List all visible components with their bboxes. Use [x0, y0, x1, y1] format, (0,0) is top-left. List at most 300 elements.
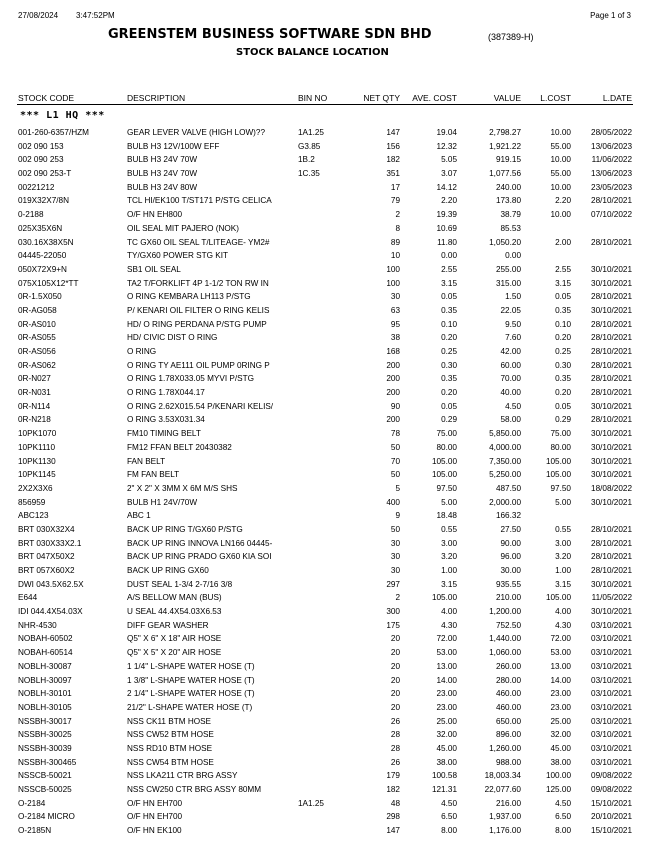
- cell-description: P/ KENARI OIL FILTER O RING KELIS: [127, 305, 270, 315]
- table-row: [0, 279, 646, 293]
- table-row: [0, 703, 646, 717]
- cell-description: GEAR LEVER VALVE (HIGH LOW)??: [127, 128, 266, 137]
- table-row: [0, 210, 646, 224]
- cell-last-cost: 100.00: [545, 771, 571, 781]
- table-row: [0, 771, 646, 785]
- cell-description: Q5" X 6" X 18" AIR HOSE: [127, 634, 222, 644]
- cell-description: O RING TY AE111 OIL PUMP 0RING P: [127, 360, 270, 370]
- cell-description: BACK UP RING INNOVA LN166 04445-: [127, 538, 273, 548]
- cell-stock-code: NOBLH-30097: [18, 675, 72, 685]
- cell-last-date: 07/10/2022: [591, 210, 632, 220]
- cell-description: O RING: [127, 347, 157, 356]
- cell-description: FAN BELT: [127, 456, 166, 466]
- cell-last-date: 03/10/2021: [591, 743, 632, 753]
- cell-bin-no: 1B.2: [298, 155, 315, 165]
- table-row: [0, 826, 646, 840]
- cell-stock-code: 075X105X12*TT: [18, 278, 79, 288]
- cell-last-cost: 14.00: [550, 675, 571, 685]
- page-number: Page 1 of 3: [590, 11, 631, 20]
- col-header-last-date: L.DATE: [602, 93, 632, 103]
- cell-last-date: 28/10/2021: [591, 333, 632, 343]
- cell-last-cost: 2.00: [555, 237, 571, 247]
- cell-net-qty: 20: [390, 675, 400, 685]
- cell-last-cost: 3.15: [555, 278, 571, 288]
- cell-net-qty: 50: [390, 524, 400, 534]
- cell-stock-code: 0R-N027: [18, 374, 51, 384]
- cell-description: U SEAL 44.4X54.03X6.53: [127, 607, 222, 617]
- cell-last-cost: 10.00: [550, 210, 571, 220]
- cell-stock-code: 002 090 253: [18, 155, 64, 165]
- cell-last-date: 30/10/2021: [591, 278, 632, 288]
- table-row: [0, 306, 646, 320]
- cell-description: NSS CW250 CTR BRG ASSY 80MM: [127, 785, 262, 794]
- cell-stock-code: 10PK1130: [18, 456, 56, 466]
- cell-value: 18,003.34: [484, 771, 521, 781]
- cell-ave-cost: 3.00: [441, 538, 457, 548]
- cell-net-qty: 70: [390, 456, 400, 466]
- cell-net-qty: 100: [386, 278, 400, 288]
- col-header-net-qty: NET QTY: [363, 93, 400, 103]
- cell-last-cost: 23.00: [550, 689, 571, 699]
- cell-ave-cost: 5.00: [441, 497, 457, 507]
- cell-last-cost: 32.00: [550, 730, 571, 740]
- col-header-stock-code: STOCK CODE: [18, 93, 75, 103]
- table-row: [0, 224, 646, 238]
- cell-last-date: 20/10/2021: [591, 812, 632, 822]
- table-row: [0, 320, 646, 334]
- cell-value: 5,250.00: [489, 470, 521, 480]
- cell-value: 240.00: [495, 182, 521, 192]
- cell-last-cost: 105.00: [545, 593, 571, 603]
- cell-ave-cost: 0.30: [441, 360, 457, 370]
- cell-ave-cost: 3.15: [441, 278, 457, 288]
- cell-last-date: 15/10/2021: [591, 798, 632, 808]
- cell-bin-no: 1A1.25: [298, 128, 324, 137]
- table-row: [0, 621, 646, 635]
- cell-net-qty: 30: [390, 566, 400, 575]
- cell-description: 1 1/4" L-SHAPE WATER HOSE (T): [127, 661, 255, 671]
- cell-net-qty: 200: [386, 415, 400, 425]
- cell-value: 752.50: [495, 620, 521, 630]
- cell-stock-code: NOBLH-30101: [18, 689, 72, 699]
- cell-net-qty: 300: [386, 607, 400, 617]
- cell-last-date: 03/10/2021: [591, 675, 632, 685]
- cell-description: A/S BELLOW MAN (BUS): [127, 593, 222, 603]
- col-header-bin-no: BIN NO: [298, 93, 328, 103]
- cell-ave-cost: 100.58: [431, 771, 457, 781]
- cell-description: TA2 T/FORKLIFT 4P 1-1/2 TON RW IN: [127, 278, 269, 288]
- print-date: 27/08/2024: [18, 11, 59, 20]
- cell-ave-cost: 0.20: [441, 388, 457, 398]
- cell-stock-code: 030.16X38X5N: [18, 237, 74, 247]
- cell-net-qty: 26: [390, 716, 400, 726]
- cell-value: 1,077.56: [489, 169, 521, 179]
- cell-description: O RING KEMBARA LH113 P/STG: [127, 292, 251, 302]
- cell-last-date: 30/10/2021: [591, 305, 632, 315]
- cell-last-cost: 3.00: [555, 538, 571, 548]
- cell-stock-code: 10PK1070: [18, 429, 57, 439]
- cell-value: 5,850.00: [489, 429, 521, 439]
- cell-last-date: 30/10/2021: [591, 401, 632, 411]
- cell-last-cost: 0.35: [555, 374, 571, 384]
- cell-description: 2 1/4" L-SHAPE WATER HOSE (T): [127, 689, 255, 699]
- cell-ave-cost: 0.35: [441, 305, 457, 315]
- cell-description: NSS CK11 BTM HOSE: [127, 716, 212, 726]
- cell-net-qty: 26: [390, 757, 400, 767]
- cell-ave-cost: 0.05: [441, 292, 457, 302]
- cell-ave-cost: 23.00: [436, 689, 457, 699]
- cell-value: 7.60: [505, 333, 521, 343]
- cell-stock-code: 019X32X7/8N: [18, 196, 69, 206]
- cell-description: O RING 1.78X033.05 MYVI P/STG: [127, 374, 254, 384]
- cell-description: NSS RD10 BTM HOSE: [127, 743, 213, 753]
- table-row: [0, 415, 646, 429]
- cell-stock-code: 04445-22050: [18, 251, 67, 261]
- cell-stock-code: 0R-N031: [18, 388, 51, 398]
- cell-description: FM10 TIMING BELT: [127, 429, 201, 439]
- cell-last-date: 11/05/2022: [591, 593, 632, 603]
- cell-stock-code: NSSCB-50021: [18, 771, 72, 781]
- cell-stock-code: 002 090 153: [18, 141, 64, 151]
- col-header-last-cost: L.COST: [540, 93, 571, 103]
- table-row: [0, 744, 646, 758]
- cell-ave-cost: 23.00: [436, 702, 457, 712]
- cell-net-qty: 17: [390, 182, 400, 192]
- cell-value: 260.00: [495, 661, 521, 671]
- table-row: [0, 580, 646, 594]
- cell-value: 280.00: [495, 675, 521, 685]
- col-header-ave-cost: AVE. COST: [412, 93, 457, 103]
- cell-ave-cost: 0.20: [441, 333, 457, 343]
- cell-stock-code: NOBLH-30105: [18, 702, 72, 712]
- cell-stock-code: E644: [18, 593, 38, 603]
- cell-last-cost: 53.00: [550, 648, 571, 658]
- cell-net-qty: 5: [395, 483, 400, 493]
- table-row: [0, 730, 646, 744]
- cell-last-cost: 10.00: [550, 155, 571, 165]
- cell-net-qty: 63: [390, 305, 400, 315]
- cell-last-cost: 0.20: [555, 388, 571, 398]
- table-row: [0, 128, 646, 142]
- cell-last-date: 30/10/2021: [591, 470, 632, 480]
- cell-description: BULB H3 24V 80W: [127, 182, 198, 192]
- cell-stock-code: NSSBH-30017: [18, 716, 72, 726]
- cell-last-cost: 75.00: [550, 429, 571, 439]
- cell-net-qty: 28: [390, 743, 400, 753]
- table-row: [0, 539, 646, 553]
- cell-bin-no: G3.85: [298, 141, 321, 151]
- cell-net-qty: 48: [390, 798, 400, 808]
- cell-description: BULB H3 24V 70W: [127, 169, 198, 179]
- cell-last-date: 03/10/2021: [591, 757, 632, 767]
- cell-net-qty: 182: [386, 785, 400, 794]
- cell-net-qty: 156: [386, 141, 400, 151]
- table-row: [0, 333, 646, 347]
- cell-last-date: 03/10/2021: [591, 730, 632, 740]
- cell-last-date: 13/06/2023: [591, 141, 632, 151]
- cell-last-date: 28/10/2021: [591, 415, 632, 425]
- cell-description: Q5" X 5" X 20" AIR HOSE: [127, 648, 222, 658]
- table-row: [0, 648, 646, 662]
- cell-last-date: 28/10/2021: [591, 566, 632, 575]
- cell-last-date: 28/10/2021: [591, 524, 632, 534]
- table-row: [0, 470, 646, 484]
- cell-ave-cost: 38.00: [436, 757, 457, 767]
- cell-net-qty: 298: [386, 812, 400, 822]
- cell-value: 255.00: [495, 264, 521, 274]
- cell-ave-cost: 14.12: [436, 182, 457, 192]
- cell-last-date: 30/10/2021: [591, 497, 632, 507]
- cell-net-qty: 200: [386, 388, 400, 398]
- cell-value: 1,937.00: [489, 812, 521, 822]
- table-row: [0, 361, 646, 375]
- cell-value: 60.00: [500, 360, 521, 370]
- table-row: [0, 758, 646, 772]
- cell-value: 70.00: [500, 374, 521, 384]
- table-row: [0, 183, 646, 197]
- table-row: [0, 292, 646, 306]
- cell-value: 58.00: [500, 415, 521, 425]
- table-row: [0, 498, 646, 512]
- cell-last-date: 30/10/2021: [591, 607, 632, 617]
- cell-ave-cost: 3.07: [441, 169, 457, 179]
- cell-net-qty: 89: [390, 237, 400, 247]
- cell-last-cost: 13.00: [550, 661, 571, 671]
- cell-net-qty: 8: [395, 223, 400, 233]
- cell-last-cost: 0.29: [555, 415, 571, 425]
- cell-description: TY/GX60 POWER STG KIT: [127, 251, 228, 261]
- cell-ave-cost: 3.15: [441, 579, 457, 589]
- cell-stock-code: 025X35X6N: [18, 223, 63, 233]
- cell-ave-cost: 105.00: [431, 456, 457, 466]
- cell-net-qty: 175: [386, 620, 400, 630]
- cell-ave-cost: 0.25: [441, 347, 457, 356]
- cell-net-qty: 30: [390, 538, 400, 548]
- cell-value: 0.00: [505, 251, 521, 261]
- cell-net-qty: 400: [386, 497, 400, 507]
- cell-net-qty: 20: [390, 661, 400, 671]
- cell-net-qty: 30: [390, 292, 400, 302]
- cell-description: BACK UP RING GX60: [127, 566, 209, 575]
- cell-stock-code: NSSBH-30039: [18, 743, 72, 753]
- cell-ave-cost: 4.00: [441, 607, 457, 617]
- cell-bin-no: 1A1.25: [298, 798, 324, 808]
- cell-last-date: 03/10/2021: [591, 661, 632, 671]
- company-reg-no: (387389-H): [488, 32, 534, 42]
- table-row: [0, 265, 646, 279]
- cell-last-date: 28/10/2021: [591, 552, 632, 562]
- cell-ave-cost: 11.80: [437, 237, 457, 247]
- cell-description: NSS CW54 BTM HOSE: [127, 757, 214, 767]
- cell-net-qty: 147: [386, 128, 400, 137]
- cell-stock-code: 0R-AG058: [18, 305, 57, 315]
- cell-description: O RING 2.62X015.54 P/KENARI KELIS/: [127, 401, 274, 411]
- table-row: [0, 785, 646, 799]
- cell-value: 487.50: [495, 483, 521, 493]
- cell-net-qty: 182: [386, 155, 400, 165]
- cell-net-qty: 200: [386, 360, 400, 370]
- cell-value: 896.00: [495, 730, 521, 740]
- cell-stock-code: O-2184 MICRO: [18, 812, 75, 822]
- cell-value: 1,060.00: [489, 648, 521, 658]
- cell-description: HD/ O RING PERDANA P/STG PUMP: [127, 319, 267, 329]
- cell-ave-cost: 97.50: [436, 483, 457, 493]
- cell-description: 21/2" L-SHAPE WATER HOSE (T): [127, 702, 253, 712]
- cell-ave-cost: 105.00: [431, 593, 457, 603]
- cell-last-date: 03/10/2021: [591, 634, 632, 644]
- cell-ave-cost: 6.50: [441, 812, 457, 822]
- cell-stock-code: NHR-4530: [18, 620, 57, 630]
- cell-last-cost: 55.00: [550, 141, 571, 151]
- table-row: [0, 238, 646, 252]
- cell-description: HD/ CIVIC DIST O RING: [127, 333, 218, 343]
- table-row: [0, 607, 646, 621]
- cell-description: NSS CW52 BTM HOSE: [127, 730, 214, 740]
- cell-value: 1,176.00: [489, 826, 521, 836]
- cell-description: O/F HN EH700: [127, 798, 183, 808]
- cell-value: 1,921.22: [489, 141, 521, 151]
- cell-description: BULB H1 24V/70W: [127, 497, 198, 507]
- cell-value: 40.00: [500, 388, 521, 398]
- cell-value: 919.15: [495, 155, 521, 165]
- table-row: [0, 142, 646, 156]
- cell-net-qty: 9: [395, 511, 400, 521]
- cell-stock-code: 0R-AS056: [18, 347, 56, 356]
- cell-stock-code: 0R-1.5X050: [18, 292, 62, 302]
- cell-ave-cost: 121.31: [431, 785, 457, 794]
- cell-last-date: 11/06/2022: [591, 155, 632, 165]
- cell-net-qty: 20: [390, 702, 400, 712]
- cell-last-cost: 97.50: [550, 483, 571, 493]
- cell-last-date: 30/10/2021: [591, 579, 632, 589]
- cell-stock-code: 2X2X3X6: [18, 483, 53, 493]
- cell-stock-code: BRT 047X50X2: [18, 552, 75, 562]
- cell-last-date: 28/10/2021: [591, 237, 632, 247]
- cell-last-date: 03/10/2021: [591, 648, 632, 658]
- cell-ave-cost: 19.39: [436, 210, 457, 220]
- cell-last-date: 30/10/2021: [591, 429, 632, 439]
- cell-description: O/F HN EH800: [127, 210, 183, 220]
- cell-value: 210.00: [495, 593, 521, 603]
- col-header-description: DESCRIPTION: [127, 93, 186, 103]
- cell-last-cost: 4.00: [555, 607, 571, 617]
- cell-ave-cost: 72.00: [436, 634, 457, 644]
- cell-description: TC GX60 OIL SEAL T/LITEAGE- YM2#: [127, 237, 270, 247]
- cell-value: 1,260.00: [489, 743, 521, 753]
- cell-net-qty: 179: [386, 771, 400, 781]
- cell-net-qty: 90: [390, 401, 400, 411]
- table-row: [0, 717, 646, 731]
- table-row: [0, 689, 646, 703]
- cell-last-date: 28/10/2021: [591, 292, 632, 302]
- cell-last-cost: 0.25: [555, 347, 571, 356]
- cell-stock-code: BRT 057X60X2: [18, 566, 75, 575]
- cell-last-cost: 4.30: [555, 620, 571, 630]
- cell-stock-code: 10PK1110: [18, 442, 56, 452]
- cell-stock-code: 0R-N218: [18, 415, 51, 425]
- cell-ave-cost: 5.05: [441, 155, 457, 165]
- table-row: [0, 566, 646, 580]
- table-row: [0, 812, 646, 826]
- cell-net-qty: 79: [390, 196, 400, 206]
- table-row: [0, 347, 646, 361]
- cell-last-date: 28/10/2021: [591, 374, 632, 384]
- cell-net-qty: 2: [395, 593, 400, 603]
- cell-net-qty: 20: [390, 689, 400, 699]
- cell-value: 2,000.00: [489, 497, 521, 507]
- cell-last-date: 03/10/2021: [591, 716, 632, 726]
- cell-last-cost: 10.00: [550, 182, 571, 192]
- table-row: [0, 155, 646, 169]
- cell-stock-code: O-2185N: [18, 826, 52, 836]
- cell-ave-cost: 1.00: [441, 566, 457, 575]
- cell-last-date: 23/05/2023: [591, 182, 632, 192]
- table-row: [0, 634, 646, 648]
- cell-last-date: 09/08/2022: [591, 771, 632, 781]
- cell-net-qty: 297: [386, 579, 400, 589]
- table-row: [0, 484, 646, 498]
- cell-stock-code: BRT 030X33X2.1: [18, 538, 82, 548]
- cell-last-cost: 0.20: [555, 333, 571, 343]
- cell-last-cost: 125.00: [545, 785, 571, 794]
- cell-stock-code: NOBAH-60502: [18, 634, 73, 644]
- cell-value: 90.00: [500, 538, 521, 548]
- cell-ave-cost: 8.00: [441, 826, 457, 836]
- cell-last-cost: 38.00: [550, 757, 571, 767]
- cell-stock-code: 10PK1145: [18, 470, 56, 480]
- cell-ave-cost: 13.00: [436, 661, 457, 671]
- table-row: [0, 511, 646, 525]
- cell-last-date: 28/10/2021: [591, 388, 632, 398]
- cell-ave-cost: 0.05: [441, 401, 457, 411]
- cell-last-date: 30/10/2021: [591, 442, 632, 452]
- cell-stock-code: IDI 044.4X54.03X: [18, 607, 83, 617]
- cell-value: 1,440.00: [489, 634, 521, 644]
- cell-ave-cost: 0.55: [441, 524, 457, 534]
- cell-description: NSS LKA211 CTR BRG ASSY: [127, 771, 238, 781]
- cell-stock-code: 0R-AS062: [18, 360, 56, 370]
- cell-stock-code: NOBLH-30087: [18, 661, 72, 671]
- cell-description: FM12 FFAN BELT 20430382: [127, 442, 232, 452]
- cell-description: BULB H3 12V/100W EFF: [127, 141, 220, 151]
- cell-ave-cost: 10.69: [436, 223, 457, 233]
- cell-stock-code: NSSBH-300465: [18, 757, 77, 767]
- cell-value: 460.00: [495, 689, 521, 699]
- cell-last-cost: 8.00: [555, 826, 571, 836]
- cell-net-qty: 100: [386, 264, 400, 274]
- cell-stock-code: 0-2188: [18, 210, 44, 220]
- cell-ave-cost: 80.00: [436, 442, 457, 452]
- cell-description: DUST SEAL 1-3/4 2-7/16 3/8: [127, 579, 233, 589]
- cell-description: O/F HN EH700: [127, 812, 183, 822]
- table-row: [0, 799, 646, 813]
- cell-last-cost: 3.20: [555, 552, 571, 562]
- print-time: 3:47:52PM: [76, 11, 115, 20]
- table-row: [0, 402, 646, 416]
- cell-last-date: 03/10/2021: [591, 702, 632, 712]
- cell-net-qty: 20: [390, 648, 400, 658]
- col-header-value: VALUE: [493, 93, 521, 103]
- cell-description: DIFF GEAR WASHER: [127, 620, 209, 630]
- cell-stock-code: 0R-AS055: [18, 333, 56, 343]
- cell-value: 4.50: [505, 401, 521, 411]
- cell-last-date: 15/10/2021: [591, 826, 632, 836]
- cell-description: BACK UP RING PRADO GX60 KIA SOI: [127, 552, 272, 562]
- cell-stock-code: 856959: [18, 497, 46, 507]
- company-name: GREENSTEM BUSINESS SOFTWARE SDN BHD: [108, 27, 432, 42]
- cell-net-qty: 50: [390, 470, 400, 480]
- cell-last-cost: 0.10: [555, 319, 571, 329]
